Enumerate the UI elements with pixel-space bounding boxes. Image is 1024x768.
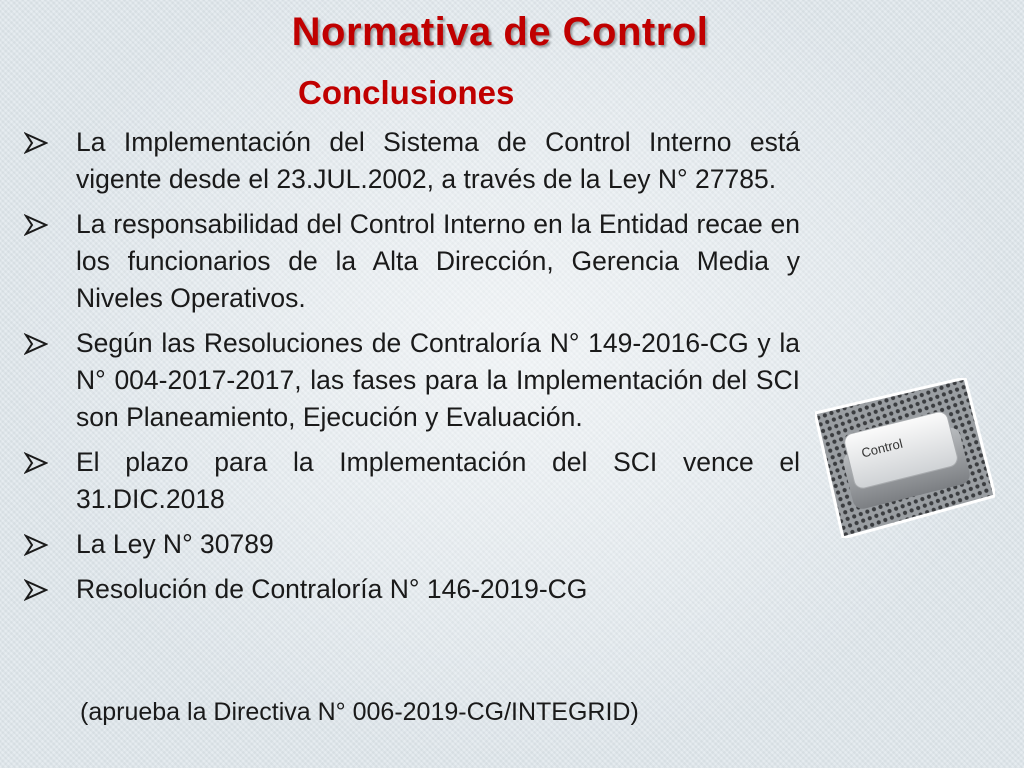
conclusions-list — [24, 124, 800, 616]
key-label: Control — [859, 435, 905, 461]
arrowhead-bullet-icon — [24, 214, 48, 236]
list-item — [24, 571, 800, 608]
list-item-text: La Ley N° 30789 — [76, 529, 274, 559]
list-item-text: El plazo para la Implementación del SCI vence el 31.DIC.2018 — [76, 447, 800, 514]
list-item-text: La responsabilidad del Control Interno en la Entidad recae en los funcionarios de la Alta Dirección, Gerencia Media y Niveles Operativos. — [76, 209, 800, 313]
directive-note: (aprueba la Directiva N° 006-2019-CG/INTEGRID) — [80, 698, 639, 726]
arrowhead-bullet-icon — [24, 534, 48, 556]
list-item — [24, 124, 800, 198]
list-item — [24, 325, 800, 436]
keyboard-control-key-photo — [815, 378, 995, 538]
list-item-text: Resolución de Contraloría N° 146-2019-CG — [76, 574, 588, 604]
arrowhead-bullet-icon — [24, 132, 48, 154]
list-item-text: Según las Resoluciones de Contraloría N° 149-2016-CG y la N° 004-2017-2017, las fases para la Implementación del SCI son Planeamiento, Ejecución y Evaluación. — [76, 328, 800, 432]
slide-title: Normativa de Control — [291, 10, 709, 54]
slide-subtitle: Conclusiones — [298, 74, 515, 111]
arrowhead-bullet-icon — [24, 579, 48, 601]
list-item-text: La Implementación del Sistema de Control Interno está vigente desde el 23.JUL.2002, a través de la Ley N° 27785. — [76, 127, 800, 194]
list-item — [24, 444, 800, 518]
list-item — [24, 526, 800, 563]
list-item — [24, 206, 800, 317]
arrowhead-bullet-icon — [24, 333, 48, 355]
arrowhead-bullet-icon — [24, 452, 48, 474]
